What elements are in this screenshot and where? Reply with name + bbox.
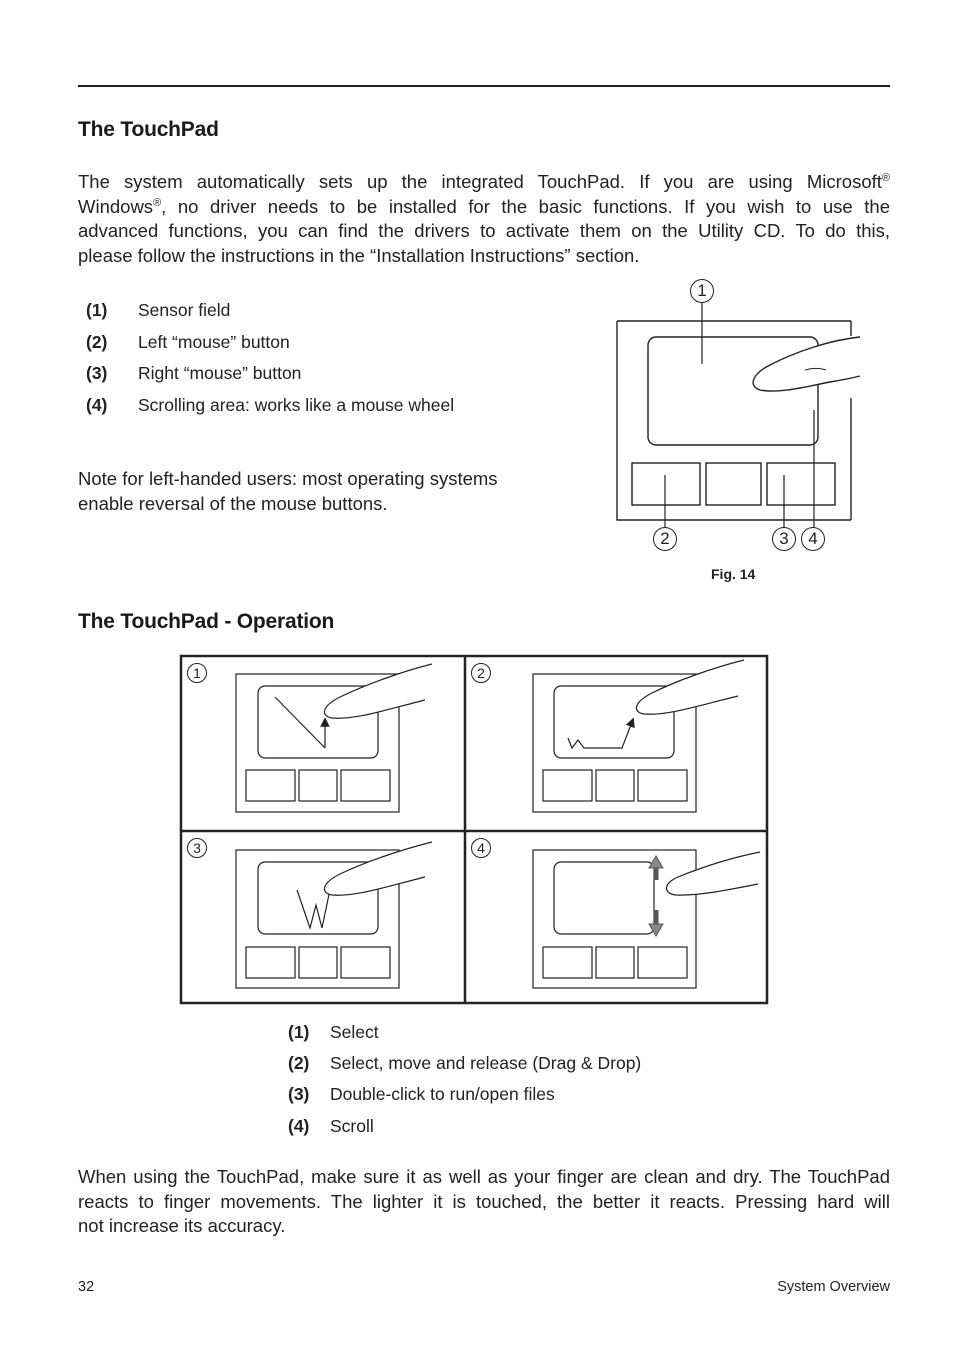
callout-1: 1 [690,279,714,303]
right-button [767,463,835,505]
callout-4: 4 [801,527,825,551]
panel-number-3: 3 [187,838,207,858]
panel-scroll [533,850,760,988]
chapter-title: System Overview [777,1279,890,1295]
intro-line-1: The system automatically sets up the integrated TouchPad. If you are using Microsoft® [78,171,890,192]
panel-drag-drop [533,660,744,812]
intro-paragraph [78,170,890,268]
usage-line-2: reacts to finger movements. The lighter it is touched, the better it reacts. Pressing hard will [78,1190,890,1212]
usage-paragraph [78,1165,890,1239]
intro-line-3: advanced functions, you can find the drivers to activate them on the Utility CD. To do this, [78,220,890,241]
left-handed-note: Note for left-handed users: most operating systems enable reversal of the mouse buttons. [78,468,498,514]
callout-2: 2 [653,527,677,551]
section-heading-operation: The TouchPad - Operation [78,610,335,633]
left-button [632,463,700,505]
callout-3: 3 [772,527,796,551]
finger-illustration [753,337,860,391]
panel-double-click [236,842,432,988]
top-rule [78,85,890,87]
sensor-field [648,337,818,445]
panel-number-1: 1 [187,663,207,683]
intro-line-4: please follow the instructions in the “Installation Instructions” section. [78,244,640,266]
usage-line-1: When using the TouchPad, make sure it as well as your finger are clean and dry. The TouchPad [78,1166,890,1187]
page-number: 32 [78,1279,95,1295]
usage-line-3: not increase its accuracy. [78,1215,286,1236]
panel-select [236,664,432,812]
intro-line-2: Windows®, no driver needs to be installed for the basic functions. If you wish to use the [78,195,890,217]
figure-caption: Fig. 14 [711,566,756,582]
panel-number-2: 2 [471,663,491,683]
panel-number-4: 4 [471,838,491,858]
section-heading-touchpad: The TouchPad [78,118,219,141]
middle-button [706,463,761,505]
